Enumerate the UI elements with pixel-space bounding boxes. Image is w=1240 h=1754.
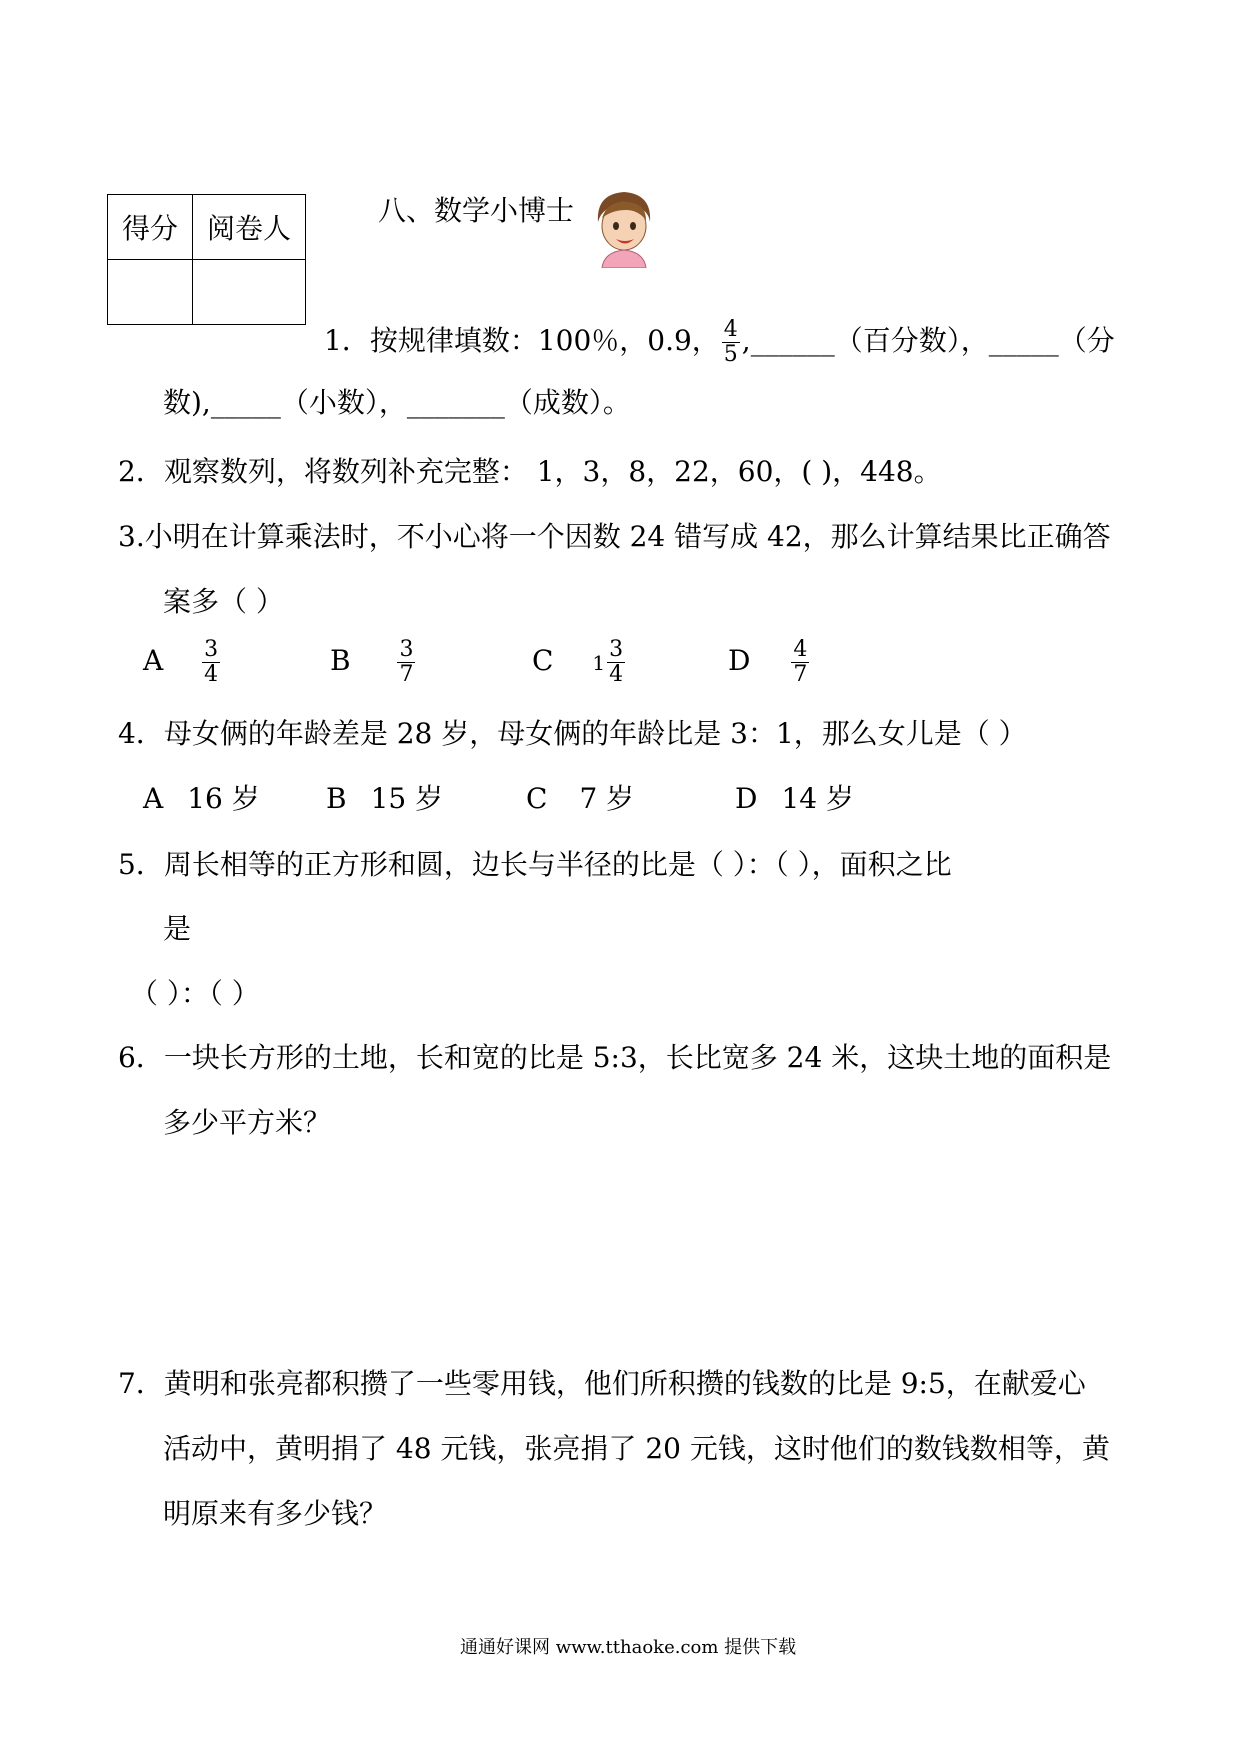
fraction-denominator: 5 [723,342,738,367]
question-5-line-3: （ ）：（ ） [130,977,260,1010]
question-7-line-3: 明原来有多少钱？ [163,1497,388,1530]
question-5-line-1: 5．周长相等的正方形和圆，边长与半径的比是（ ）：（ ），面积之比 [118,848,952,881]
option-letter: C [532,644,554,677]
option-letter: A [143,644,164,677]
question-3-line-2: 案多（ ） [163,585,284,618]
q3-option-c [532,638,627,687]
fraction [791,638,809,687]
question-3-line-1: 3.小明在计算乘法时，不小心将一个因数 24 错写成 42，那么计算结果比正确答 [118,520,1111,553]
option-letter: B [326,782,347,815]
option-value: 7 岁 [579,782,635,815]
question-1-line-1 [324,318,1115,367]
score-box [107,194,306,325]
q4-option-d [735,782,854,816]
footer: 通通好课网 www.tthaoke.com 提供下载 [460,1637,797,1658]
question-1-suffix: ,______（百分数），_____（分 [741,324,1115,357]
question-2: 2．观察数列，将数列补充完整： 1，3，8，22，60，( )，448。 [118,455,942,488]
fraction-numerator: 4 [793,637,808,662]
fraction-numerator: 3 [204,637,219,662]
option-letter: A [143,782,164,815]
q3-option-d [728,638,811,687]
option-letter: B [330,644,351,677]
girl-illustration-icon [588,186,660,268]
fraction [202,638,220,687]
fraction [607,638,625,687]
question-1-prefix: 1．按规律填数：100％，0.9， [324,324,720,357]
question-7-line-1: 7．黄明和张亮都积攒了一些零用钱，他们所积攒的钱数的比是 9:5，在献爱心 [118,1367,1086,1400]
question-6-line-1: 6．一块长方形的土地，长和宽的比是 5:3，长比宽多 24 米，这块土地的面积是 [118,1041,1112,1074]
grader-label: 阅卷人 [193,195,306,260]
q3-option-b [330,638,417,687]
q3-option-a [143,638,222,687]
option-letter: D [728,644,751,677]
fraction-denominator: 4 [204,662,219,687]
score-label: 得分 [108,195,193,260]
q4-option-c [526,782,634,816]
fraction-denominator: 4 [609,662,624,687]
option-letter: D [735,782,758,815]
fraction-numerator: 3 [609,637,624,662]
q4-option-b [326,782,443,816]
option-value: 14 岁 [781,782,854,815]
fraction-denominator: 7 [793,662,808,687]
question-1-line-2: 数),_____（小数），_______（成数）。 [163,386,631,419]
q4-option-a [143,782,260,816]
question-7-line-2: 活动中，黄明捐了 48 元钱，张亮捐了 20 元钱，这时他们的数钱数相等，黄 [163,1432,1110,1465]
section-title: 八、数学小博士 [378,194,575,227]
mixed-whole: 1 [592,651,606,675]
fraction [722,318,740,367]
question-6-line-2: 多少平方米？ [163,1106,332,1139]
question-4: 4．母女俩的年龄差是 28 岁，母女俩的年龄比是 3：1，那么女儿是（ ） [118,717,1027,750]
score-cell[interactable] [108,260,193,325]
grader-cell[interactable] [193,260,306,325]
option-value: 16 岁 [187,782,260,815]
fraction-numerator: 3 [399,637,414,662]
fraction-denominator: 7 [399,662,414,687]
question-5-line-2: 是 [163,912,192,945]
fraction [397,638,415,687]
option-value: 15 岁 [370,782,444,815]
option-letter: C [526,782,548,815]
fraction-numerator: 4 [723,317,738,342]
